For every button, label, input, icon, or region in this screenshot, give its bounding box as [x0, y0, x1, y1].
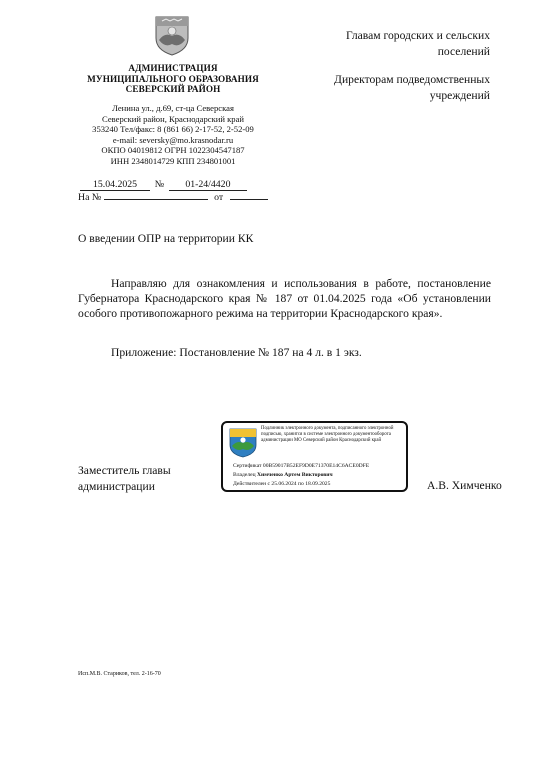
signatory-title-line: Заместитель главы	[78, 464, 171, 477]
reference-from: от	[214, 192, 224, 203]
organization-details	[60, 103, 286, 167]
recipient-line: Директорам подведомственных	[334, 73, 490, 86]
recipient	[300, 28, 490, 60]
valid-label: Действителен	[233, 481, 267, 488]
org-email-line: e-mail: seversky@mo.krasnodar.ru	[112, 134, 234, 145]
org-okpo-line: ОКПО 04019812 ОГРН 1022304547187	[101, 145, 245, 156]
coat-of-arms-icon	[229, 428, 257, 458]
signatory-title	[78, 463, 171, 495]
valid-from-label: с	[267, 481, 271, 488]
recipient	[300, 72, 490, 104]
org-phone-line: 353240 Тел/факс: 8 (861 66) 2-17-52, 2-52-09	[92, 124, 254, 135]
document-body	[78, 276, 491, 322]
certificate-value: 00B59017B52EF9D0E71370E14C6ACE0DFE	[262, 463, 370, 469]
org-name-line: МУНИЦИПАЛЬНОГО ОБРАЗОВАНИЯ	[87, 73, 259, 84]
org-inn-line: ИНН 2348014729 КПП 234801001	[110, 155, 236, 166]
number-sign: №	[154, 179, 165, 190]
owner-label: Владелец	[233, 472, 256, 479]
certificate-label: Сертификат	[233, 463, 262, 469]
validity-row	[233, 480, 369, 489]
signatory-name: А.В. Химченко	[427, 479, 502, 492]
registration-date: 15.04.2025	[80, 179, 150, 191]
signatory-title-line: администрации	[78, 480, 155, 493]
valid-to-label: по	[298, 481, 304, 488]
valid-to-value: 18.09.2025	[305, 481, 331, 488]
coat-of-arms-icon	[154, 14, 190, 56]
org-name-line: АДМИНИСТРАЦИЯ	[128, 63, 218, 73]
certificate-row	[233, 462, 369, 471]
organization-name	[60, 63, 286, 95]
recipient-line: поселений	[437, 45, 490, 58]
owner-row	[233, 471, 369, 480]
org-address-line: Северский район, Краснодарский край	[101, 113, 245, 124]
document-subject: О введении ОПР на территории КК	[78, 232, 254, 245]
signature-info	[233, 462, 369, 490]
signature-note: Подлинник электронного документа, подписанного электронной подписью, хранится в системе электронного документооборота администрации МО Северский район Краснодарский край	[261, 426, 394, 444]
recipient-line: Главам городских и сельских	[346, 29, 490, 42]
reference-line	[78, 190, 268, 203]
attachment-note: Приложение: Постановление № 187 на 4 л. в 1 экз.	[111, 346, 362, 359]
reference-date-blank	[230, 190, 268, 200]
body-paragraph: Направляю для ознакомления и использования в работе, постановление Губернатора Краснодарского края № 187 от 01.04.2025 года «Об установлении особого противопожарного режима на территории Краснодарского края».	[78, 277, 491, 321]
reference-number-blank	[104, 190, 208, 200]
registration-number: 01-24/4420	[169, 179, 247, 191]
valid-from-value: 25.06.2024	[271, 481, 297, 488]
recipient-line: учреждений	[429, 89, 490, 102]
executor-note: Исп.М.В. Стариков, тел. 2-16-70	[78, 671, 161, 677]
org-name-line: СЕВЕРСКИЙ РАЙОН	[125, 84, 221, 95]
electronic-signature-stamp	[221, 421, 408, 492]
org-address-line: Ленина ул., д.69, ст-ца Северская	[112, 103, 234, 113]
reference-prefix: На №	[78, 192, 102, 203]
owner-value: Химченко Артем Викторович	[257, 472, 333, 479]
